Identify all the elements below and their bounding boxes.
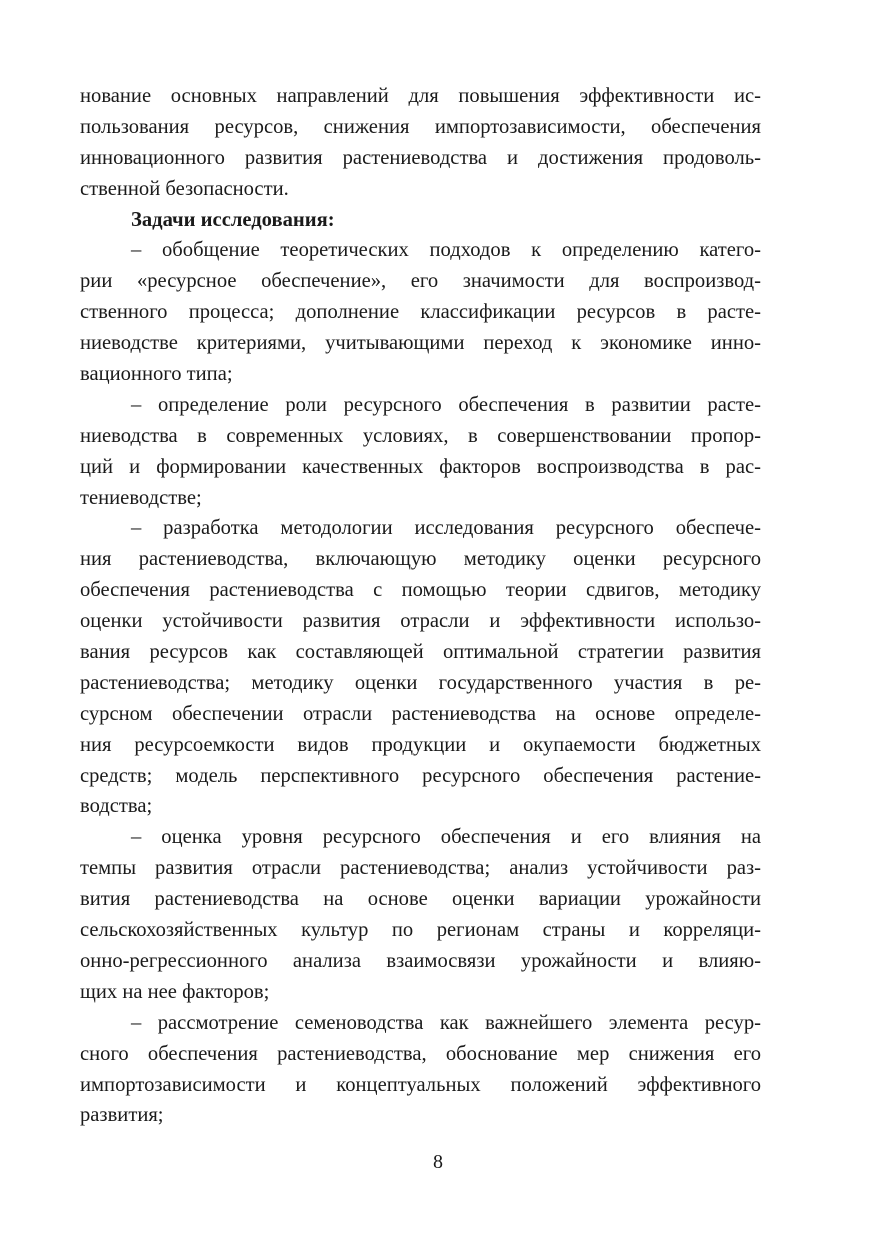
text-line: вития растениеводства на основе оценки вариации урожайности [80, 888, 761, 911]
text-line: онно-регрессионного анализа взаимосвязи урожайности и влияю- [80, 949, 761, 972]
text-line: растениеводства; методику оценки государственного участия в ре- [80, 671, 761, 694]
text-line: – оценка уровня ресурсного обеспечения и его влияния на [131, 826, 761, 849]
text-line: ственного процесса; дополнение классификации ресурсов в расте- [80, 301, 761, 324]
text-line: вационного типа; [80, 363, 233, 386]
text-line: обеспечения растениеводства с помощью теории сдвигов, методику [80, 579, 761, 602]
text-line: сурсном обеспечении отрасли растениеводства на основе определе- [80, 702, 761, 725]
text-line: – рассмотрение семеноводства как важнейшего элемента ресур- [131, 1011, 761, 1034]
text-line: щих на нее факторов; [80, 980, 270, 1003]
text-line: вания ресурсов как составляющей оптимальной стратегии развития [80, 641, 761, 664]
text-line: нование основных направлений для повышения эффективности ис- [80, 85, 761, 107]
text-line: ций и формировании качественных факторов воспроизводства в рас- [80, 455, 761, 478]
text-line: сного обеспечения растениеводства, обоснование мер снижения его [80, 1042, 761, 1065]
text-line: – обобщение теоретических подходов к определению катего- [131, 239, 761, 262]
text-line: – определение роли ресурсного обеспечения в развитии расте- [131, 393, 761, 416]
text-line: тениеводстве; [80, 486, 202, 509]
text-line: импортозависимости и концептуальных положений эффективного [80, 1073, 761, 1096]
section-heading: Задачи исследования: [131, 208, 335, 231]
text-line: сельскохозяйственных культур по регионам страны и корреляци- [80, 919, 761, 942]
text-line: рии «ресурсное обеспечение», его значимости для воспроизвод- [80, 270, 761, 293]
page-number: 8 [433, 1151, 443, 1173]
text-line: – разработка методологии исследования ресурсного обеспече- [131, 517, 761, 540]
text-line: темпы развития отрасли растениеводства; анализ устойчивости раз- [80, 857, 761, 880]
text-line: пользования ресурсов, снижения импортозависимости, обеспечения [80, 115, 761, 138]
page-body [80, 81, 761, 1131]
text-line: ниеводстве критериями, учитывающими переход к экономике инно- [80, 332, 761, 355]
text-line: средств; модель перспективного ресурсного обеспечения растение- [80, 764, 761, 787]
text-line: ниеводства в современных условиях, в совершенствовании пропор- [80, 424, 761, 447]
text-line: развития; [80, 1104, 164, 1127]
text-line: ственной безопасности. [80, 177, 289, 200]
text-line: оценки устойчивости развития отрасли и эффективности использо- [80, 610, 761, 633]
text-line: инновационного развития растениеводства и достижения продоволь- [80, 146, 761, 169]
text-line: ния растениеводства, включающую методику оценки ресурсного [80, 548, 761, 571]
text-line: ния ресурсоемкости видов продукции и окупаемости бюджетных [80, 733, 761, 756]
text-line: водства; [80, 795, 153, 818]
